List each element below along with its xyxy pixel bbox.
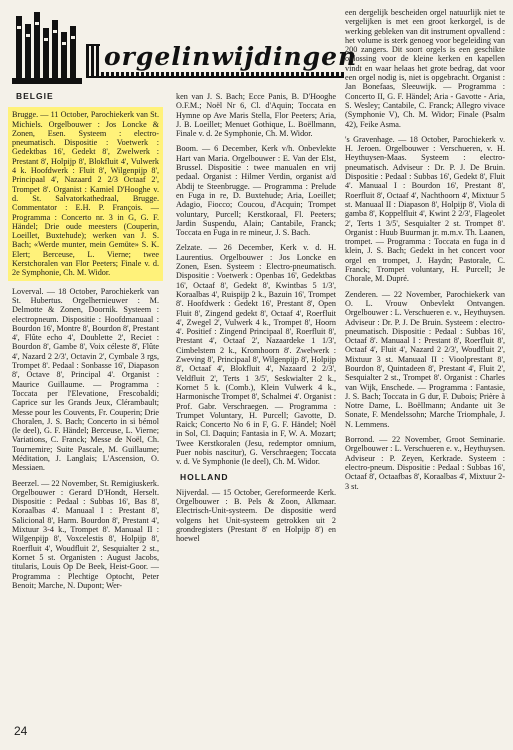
column-1: [12, 92, 159, 596]
column-3: [345, 8, 505, 497]
entry-loverval: Loverval. — 18 October, Parochiekerk van St. Hubertus. Orgelhernieuwer : M. Delmotte & Zonen, Doornik. Systeem : electropneum. Dispositie : Hoofdmanuaal : Bourdon 16', Montre 8', Bourdon 8', Prestant 4', Flûte echo 4', Doublette 2', Reciet : Bourdon 8', Gambe 8', Voix céleste 8', Flûte 4', Nazard 2 2/3', Octavin 2', Cymbale 3 rgs, Trompet 8'. Pedaal : Sonbasse 16', Diapason 8', Octave 8', Principal 4'. Organist : Maurice Guillaume. — Programma : Toccata per l'Elevatione, Frescobaldi; Caprice sur les Grands Jeux, Clérambault; Messe pour les Couvents, Fr. Couperin; Drie Choralen, J. S. Bach; Concerto in si bémol (le deel), G. F. Händel; Berceuse, L. Vierne; Variations, C. Franck; Messe de Noël, Ch. Tournemire; Suite Pascale, M. Guillaume; Méditation, J. Langlais; L'Ascension, O. Messiaen.: [12, 286, 160, 473]
entry-nijverdal-continued: een dergelijk bescheiden orgel natuurlijk niet te vergelijken is met een groot kerkorgel, is de werking gebleken van dit instrument opvallend : het volume is sterk genoeg voor begeleiding van 200 zangers. Dit soort orgels is een geschikte oplossing voor de kleine kerken en kapellen vindt en waar helaas het grote bedrag, dat voor een orgel nodig is, niet is opgebracht. Organist : Jan Bonefaas, Sleeuwijk. — Programma : Concerto II, G. F. Händel; Aria - Gavotte - Aria, S. Wesley; Cantabile, C. Franck; Allegro vivace (Symphonie V), Ch. M. Widor; Finale (Psalm 42), Feike Asma.: [345, 8, 505, 129]
entry-brugge: Brugge. — 11 October, Parochiekerk van St. Michiels. Orgelbouwer : Jos Loncke & Zonen, Esen. Systeem : electro-pneumatisch. Dispositie : Voetwerk : Gedektbas 16', Gedekt 8', Zwelwerk : Prestant 8', Holpijp 8', Blokfluit 4', Vulwerk 4 k. Hoofdwerk : Fluit 8', Wilgenpijp 8', Principaal 4', Nazaard 2 2/3 Octaaf 2', Trompet 8'. Organist : Kamiel D'Hooghe v. d. St. Salvatorkathedraal, Brugge. Commentator : E.H. P. François. — Programma : Concerto nr. 3 in G, G. F. Händel; Drie oude meesters (Couperin, Loeillet, Buxtehude); werken van J. S. Bach; «Werde munter, mein Gemüte» S. K. Elert; Berceuse, L. Vierne; twee Kerstchoralen van Flor Peeters; Finale v. d. 2e Symphonie, Ch. M. Widor.: [12, 110, 159, 278]
entry-beerzel: Beerzel. — 22 November, St. Remigiuskerk. Orgelbouwer : Gerard D'Hondt, Herselt. Dispositie : Pedaal : Subbas 16', Bas 8', Koraalbas 4'. Manuaal I : Prestant 8', Salicional 8', Harm. Bourdon 8', Prestant 4', Mixtuur 3-4 k., Trompet 8'. Manuaal II : Wilgenpijp 8', Voxcelestis 8', Holpijp 8', Roerfluit 4', Woudfluit 2', Sesquialter 2 st., Kornet 5 st. Organisten : August Jacobs, titularis, Louis Op De Beek, Heist-Goor. — Programma : Plechtige Optocht, Peter Benoit; Marche, N. Dupont; Wer-: [12, 478, 159, 590]
column-2: [176, 92, 336, 550]
entry-borrond: Borrond. — 22 November, Groot Seminarie. Orgelbouwer : L. Verschueren e. v., Heythuysen. Adviseur : P. Zeyen, Kerkrade. Systeem : electro-pneum. Dispositie : Pedaal : Subbas 16', Octaaf 8', Octaafbas 8', Koraalbas 4', Mixtuur 2-3 st.: [345, 435, 505, 491]
highlighted-entry: [8, 107, 163, 280]
entry-zenderen: Zenderen. — 22 November, Parochiekerk van O. L. Vrouw Onbevlekt Ontvangen. Orgelbouwer : L. Verschueren e. v., Heythuysen. Adviseur : Dr. P. J. De Bruin. Systeem : electro-pneumatisch. Dispositie : Pedaal : Subbas 16', Octaaf 8'. Manuaal I : Prestant 8', Roerfluit 8', Octaaf 4', Fluit 4', Nazard 2 2/3', Woudfluit 2', Mixtuur 3 st. Manuaal II : Vioolprestant 8', Bourdon 8', Quintadeen 8', Prestant 4', Fluit 2', Sesquialter 2 st., Trompet 8'. Organist : Charles van Wijk, Enschede. — Programma : Fantasie, J. S. Bach; Toccata in G dur, F. Dubois; Prière à Notre Dame, L. Boëllmann; Andante uit 3e Sonate, F. Mendelssohn; Marche Triomphale, J. N. Lemmens.: [345, 289, 505, 429]
entry-boom: Boom. — 6 December, Kerk v/h. Onbevlekte Hart van Maria. Orgelbouwer : E. Van der Elst, Brussel. Dispositie : twee manualen en vrij pedaal. Organist : Hilmer Verdin, organist a/d Abdij te Steenbrugge. — Programma : Prelude en Fuga in re, D. Buxtehude; Aria, Loeillet; Adagio, Fiocco; Coucou, d'Acquin; Trompet voluntary, Purcell; Kerstkoraal, Fl. Peeters; Jardin Suspendu, Alain; Cantabile, Franck; Toccata en Fuga in re mineur, J. S. Bach.: [176, 144, 336, 238]
entry-nijverdal: Nijverdal. — 15 October, Gereformeerde Kerk. Orgelbouwer : B. Pels & Zoon, Alkmaar. Electrisch-Unit-systeem. De dispositie werd volgens het Unit-systeem getrokken uit 2 grondregisters (Prestant 8' en Holpijp 8') en hoewel: [176, 487, 336, 544]
entry-zelzate: Zelzate. — 26 December, Kerk v. d. H. Laurentius. Orgelbouwer : Jos Loncke en Zonen, Esen. Systeem : Electro-pneumatisch. Dispositie : Voetwerk : Openbas 16', Gedektbas 16', Octaaf 8', Gedekt 8', Kwintbas 5 1/3', Koraalbas 4', Ruispijp 2 k., Bazuin 16', Trompet 8'. Hoofdwerk : Gedekt 16', Prestant 8', Open Fluit 8', Zingend gedekt 8', Octaaf 4', Roerfluit 4', Zwegel 2', Vulwerk 4 k., Trompet 8', Hoorn 4'. Positief : Zingend Principaal 8', Roerfluit 8', Prestant 4', Octaaf 2', Nazaardeke 1 1/3', Cimbelstem 2 k., Kromhoorn 8'. Zwelwerk : Zweving 8', Principaal 8', Wilgenpijp 8', Holpijp 8', Octaaf 4', Blokfluit 4', Nazaard 2 2/3', Veldfluit 2', Terts 1 3/5', Seskwialter 2 k., Kornet 5 k. (Comb.), Klein Vulwerk 4 k., Harmonische Trompet 8', Schalmei 4'. Organist : Prof. Gabr. Verschraegen. — Programma : Trumpet Voluntary, H. Purcell; Gavotte, D. Raick; Concerto No 6 in F, G. F. Händel; Noël in Sol, Cl. Daquin; Fantasia in F, W. A. Mozart; Twee Kerstkoralen (Jesu, redemptor omnium, Puer nobis nascitur), G. Verschraegen; Toccata v. d. Ve Symphonie (le deel), Ch. M. Widor.: [176, 243, 336, 467]
header: [8, 6, 358, 88]
page-title: orgelinwijdingen: [100, 42, 348, 72]
entry-gravenhage: 's Gravenhage. — 18 October, Parochiekerk v. H. Jeroen. Orgelbouwer : Verschueren, v. H. Heythuysen-Maas. Systeem : electro-pneumatisch. Adviseur : Dr. P. J. De Bruin. Dispositie : Pedaal : Subbas 16', Gedekt 8', Fluit 4'. Manuaal I : Bourdon 16', Prestant 8', Roerfluit 8', Octaaf 4', Nachthoorn 4', Mixtuur 5 st. Manuaal II : Diapason 8', Holpijp 8', Viola di gamba 8', Koppelfluit 4', Kwint 2 2/3', Flageolet 2', Terts 1 3/5', Sesquialter 2 st. Trompet 8'. Organist : Huub Buurman jr. m.m.v. Th. Laanen, trompet. — Programma : Toccata en fuga in d klein, J. S. Bach; Gedekt in het concert voor orgel en trompet, J. Haydn; Pastorale, C. Franck; Trompet voluntary, H. Purcell; Je Chorale, M. Dupré.: [345, 134, 505, 284]
section-heading-belgie: BELGIE: [16, 91, 54, 101]
entry-beerzel-continued: ken van J. S. Bach; Ecce Panis, B. D'Hooghe O.F.M.; Noël Nr 6, Cl. d'Aquin; Toccata en Hymne op Ave Maris Stella, Flor Peeters; Aria, J. B. Loeillet; Menuet Gothique, L. Boëllmann, Finale v. d. 2e Symphonie, Ch. M. Widor.: [176, 92, 336, 139]
section-heading-holland: HOLLAND: [180, 471, 229, 482]
page-number: 24: [14, 724, 28, 738]
